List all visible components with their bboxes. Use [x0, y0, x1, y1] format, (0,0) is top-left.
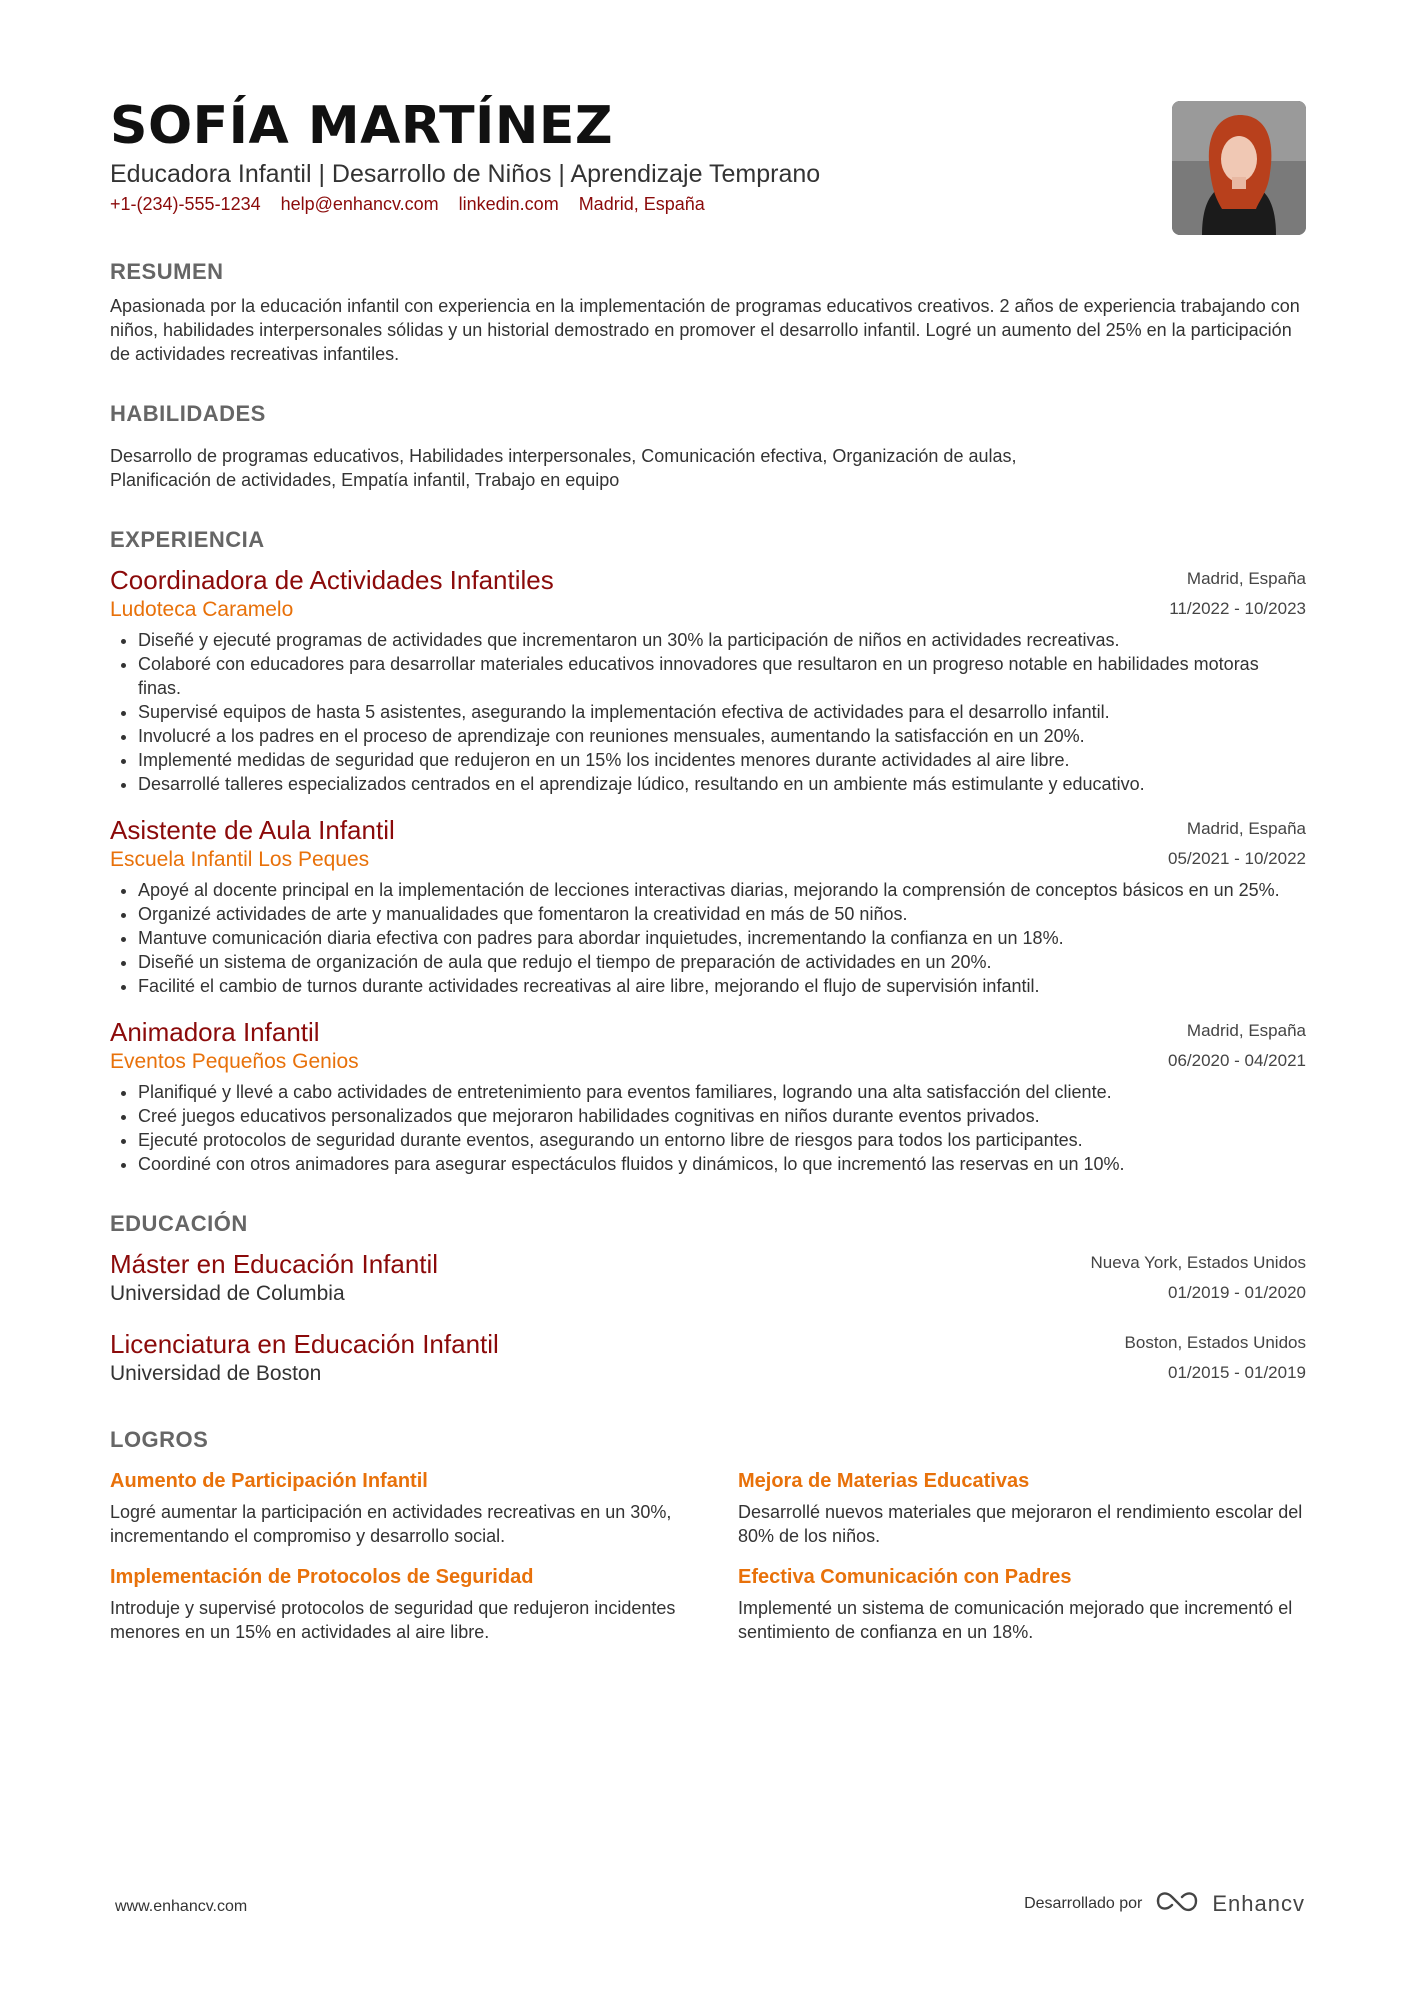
section-title-education: EDUCACIÓN — [110, 1211, 248, 1236]
achievement-description: Implementé un sistema de comunicación mejorado que incrementó el sentimiento de confianza en un 18%. — [738, 1598, 1293, 1642]
bullet-item: • Planifiqué y llevé a cabo actividades de entretenimiento para eventos familiares, logrando una alta satisfacción del cliente. — [138, 1080, 1306, 1104]
bullet-item: • Ejecuté protocolos de seguridad durante eventos, asegurando un entorno libre de riesgos para todos los participantes. — [138, 1128, 1306, 1152]
job-dates: 06/2020 - 04/2021 — [1167, 1051, 1306, 1070]
experience-section — [110, 526, 1306, 1176]
section-title-experience: EXPERIENCIA — [110, 527, 265, 552]
job-bullets — [110, 878, 1306, 998]
job-header — [110, 1016, 1306, 1076]
education-meta — [1091, 1248, 1306, 1308]
achievement-item — [738, 1468, 1306, 1548]
bullet-item: • Mantuve comunicación diaria efectiva con padres para abordar inquietudes, incrementando la confianza en un 18%. — [138, 926, 1306, 950]
skills-line: Desarrollo de programas educativos, Habilidades interpersonales, Comunicación efectiva, Organización de aulas, — [110, 446, 1017, 466]
profile-photo — [1172, 101, 1306, 235]
bullet-item: • Supervisé equipos de hasta 5 asistentes, asegurando la implementación efectiva de actividades para el desarrollo infantil. — [138, 700, 1306, 724]
education-school: Universidad de Columbia — [110, 1282, 345, 1305]
bullet-item: • Coordiné con otros animadores para asegurar espectáculos fluidos y dinámicos, lo que incrementó las reservas en un 10%. — [138, 1152, 1306, 1176]
skills-section — [110, 400, 1306, 492]
achievement-description: Desarrollé nuevos materiales que mejoraron el rendimiento escolar del 80% de los niños. — [738, 1502, 1303, 1546]
achievement-title: Mejora de Materias Educativas — [738, 1470, 1030, 1492]
education-location: Boston, Estados Unidos — [1124, 1333, 1306, 1352]
bullet-item: • Creé juegos educativos personalizados que mejoraron habilidades cognitivas en niños durante eventos privados. — [138, 1104, 1306, 1128]
achievements-section — [110, 1426, 1306, 1644]
job-header — [110, 564, 1306, 624]
bullet-item: • Organizé actividades de arte y manualidades que fomentaron la creatividad en más de 50 niños. — [138, 902, 1306, 926]
achievement-description: Introduje y supervisé protocolos de seguridad que redujeron incidentes menores en un 15% en actividades al aire libre. — [110, 1598, 676, 1642]
job-entry — [110, 1016, 1306, 1176]
skills-line: Planificación de actividades, Empatía infantil, Trabajo en equipo — [110, 470, 620, 490]
bullet-item: • Facilité el cambio de turnos durante actividades recreativas al aire libre, mejorando el flujo de supervisión infantil. — [138, 974, 1306, 998]
job-entry — [110, 814, 1306, 998]
bullet-item: • Apoyé al docente principal en la implementación de lecciones interactivas diarias, mejorando la comprensión de conceptos básicos en un 25%. — [138, 878, 1306, 902]
bullet-item: • Colaboré con educadores para desarrollar materiales educativos innovadores que resultaron en un progreso notable en habilidades motoras finas. — [138, 652, 1306, 700]
job-dates: 05/2021 - 10/2022 — [1167, 849, 1306, 868]
education-entry — [110, 1328, 1306, 1388]
education-location: Nueva York, Estados Unidos — [1090, 1253, 1306, 1272]
job-title: Coordinadora de Actividades Infantiles — [110, 565, 554, 595]
achievement-title: Aumento de Participación Infantil — [110, 1470, 428, 1492]
section-title-achievements: LOGROS — [110, 1427, 209, 1452]
footer-powered-by: Desarrollado por — [1024, 1894, 1143, 1912]
footer-branding — [1024, 1888, 1305, 1919]
job-bullets — [110, 628, 1306, 796]
job-company: Eventos Pequeños Genios — [110, 1050, 359, 1073]
job-header — [110, 814, 1306, 874]
achievement-title: Efectiva Comunicación con Padres — [738, 1566, 1072, 1588]
education-degree: Licenciatura en Educación Infantil — [110, 1329, 499, 1359]
education-degree: Máster en Educación Infantil — [110, 1249, 439, 1279]
job-entry — [110, 564, 1306, 796]
job-location: Madrid, España — [1186, 1021, 1306, 1040]
achievement-item — [110, 1468, 678, 1548]
bullet-item: • Diseñé un sistema de organización de aula que redujo el tiempo de preparación de actividades en un 20%. — [138, 950, 1306, 974]
job-dates: 11/2022 - 10/2023 — [1169, 599, 1306, 618]
resume-header — [110, 96, 1306, 236]
achievement-description: Logré aumentar la participación en actividades recreativas en un 30%, incrementando el compromiso y desarrollo social. — [110, 1502, 672, 1546]
footer-website[interactable]: www.enhancv.com — [115, 1898, 248, 1915]
education-school: Universidad de Boston — [110, 1362, 322, 1385]
contact-location: Madrid, España — [578, 194, 705, 214]
enhancv-logo-icon — [1154, 1888, 1200, 1919]
candidate-headline: Educadora Infantil | Desarrollo de Niños | Aprendizaje Temprano — [110, 160, 821, 188]
job-company: Escuela Infantil Los Peques — [110, 848, 370, 871]
contact-info — [110, 194, 1306, 215]
job-title: Asistente de Aula Infantil — [110, 815, 395, 845]
skills-list — [110, 444, 1306, 492]
bullet-item: • Desarrollé talleres especializados centrados en el aprendizaje lúdico, resultando en un ambiente más estimulante y educativo. — [138, 772, 1306, 796]
education-dates: 01/2015 - 01/2019 — [1167, 1363, 1306, 1382]
achievement-item — [110, 1564, 678, 1644]
job-company: Ludoteca Caramelo — [110, 598, 294, 621]
job-title: Animadora Infantil — [110, 1017, 320, 1047]
job-location: Madrid, España — [1186, 819, 1306, 838]
contact-linkedin[interactable]: linkedin.com — [458, 194, 559, 214]
contact-phone[interactable]: +1-(234)-555-1234 — [110, 194, 261, 214]
section-title-summary: RESUMEN — [110, 259, 224, 284]
contact-email[interactable]: help@enhancv.com — [280, 194, 439, 214]
achievement-item — [738, 1564, 1306, 1644]
education-section — [110, 1210, 1306, 1388]
education-dates: 01/2019 - 01/2020 — [1167, 1283, 1306, 1302]
summary-section — [110, 258, 1306, 366]
bullet-item: • Involucré a los padres en el proceso de aprendizaje con reuniones mensuales, aumentando la satisfacción en un 20%. — [138, 724, 1306, 748]
education-entry — [110, 1248, 1306, 1308]
summary-text: Apasionada por la educación infantil con experiencia en la implementación de programas educativos creativos. 2 años de experiencia trabajando con niños, habilidades interpersonales sólidas y un historial demostrado en promover el desarrollo infantil. Logré un aumento del 25% en la participación de actividades recreativas infantiles. — [110, 296, 1300, 364]
bullet-item: • Diseñé y ejecuté programas de actividades que incrementaron un 30% la participación de niños en actividades recreativas. — [138, 628, 1306, 652]
job-location: Madrid, España — [1186, 569, 1306, 588]
job-meta — [1168, 814, 1306, 874]
candidate-name: SOFÍA MARTÍNEZ — [110, 96, 614, 156]
achievement-title: Implementación de Protocolos de Seguridad — [110, 1566, 534, 1588]
achievements-grid — [110, 1468, 1306, 1644]
section-title-skills: HABILIDADES — [110, 401, 266, 426]
resume-page — [110, 96, 1306, 1644]
job-bullets — [110, 1080, 1306, 1176]
footer-brand: Enhancv — [1212, 1890, 1305, 1916]
education-meta — [1125, 1328, 1306, 1388]
job-meta — [1168, 1016, 1306, 1076]
bullet-item: • Implementé medidas de seguridad que redujeron en un 15% los incidentes menores durante actividades al aire libre. — [138, 748, 1306, 772]
job-meta — [1169, 564, 1306, 624]
